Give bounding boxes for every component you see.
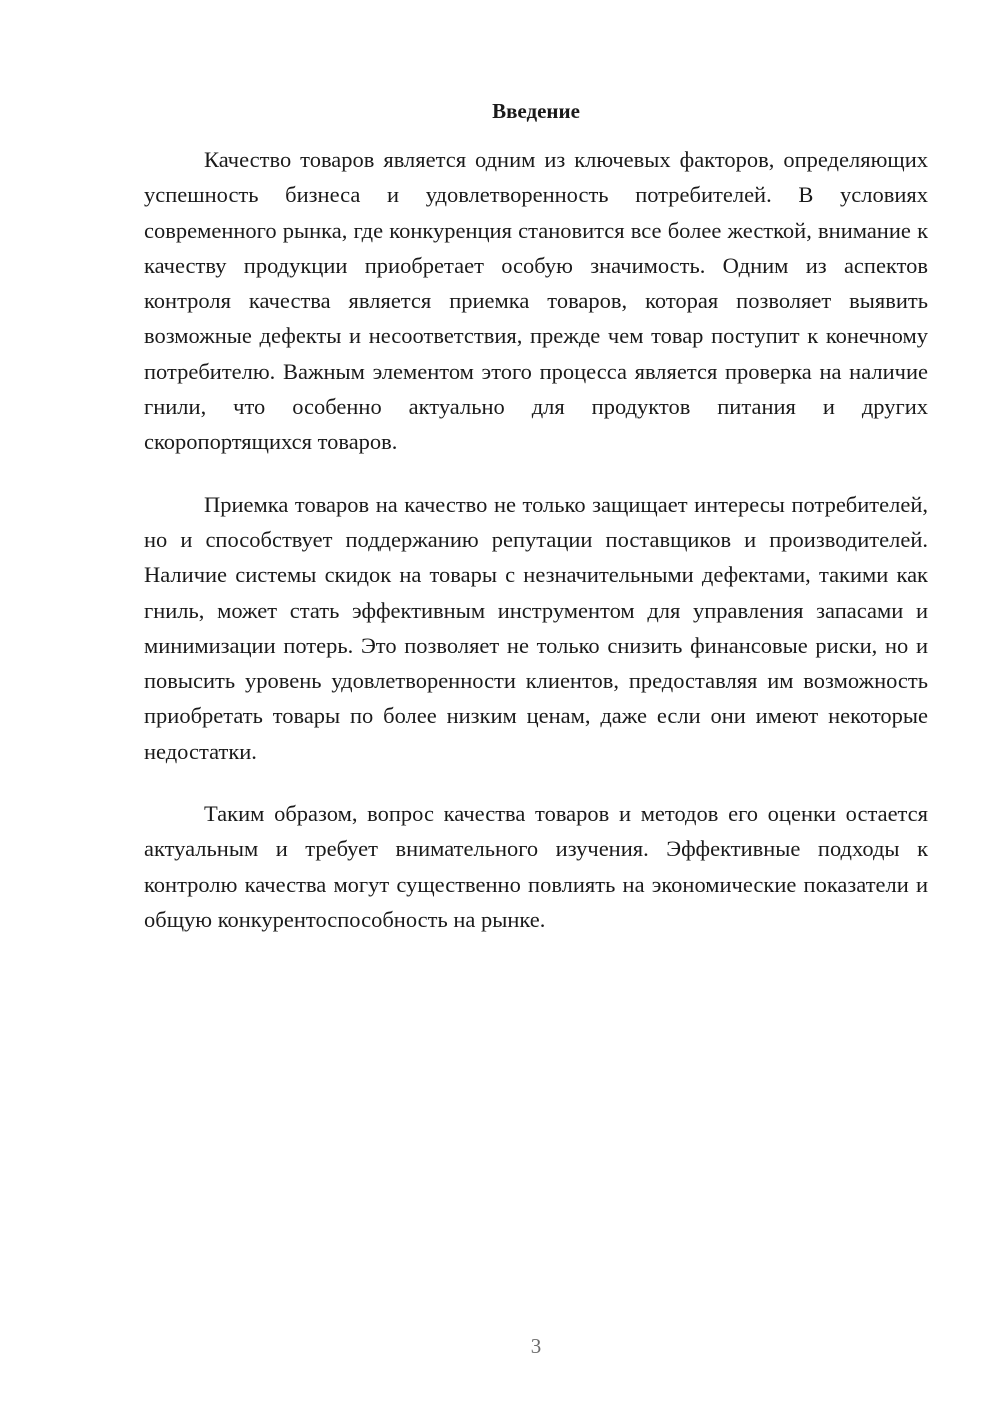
body-text (144, 142, 928, 937)
paragraph-3: Таким образом, вопрос качества товаров и методов его оценки остается актуальным и требует внимательного изучения. Эффективные подходы к контролю качества могут существенно повлиять на экономические показатели и общую конкурентоспособность на рынке. (144, 801, 928, 932)
section-heading: Введение (492, 99, 580, 123)
page-number: 3 (530, 1334, 542, 1358)
paragraph-1: Качество товаров является одним из ключевых факторов, определяющих успешность бизнеса и удовлетворенность потребителей. В условиях современного рынка, где конкуренция становится все более жесткой, внимание к качеству продукции приобретает особую значимость. Одним из аспектов контроля качества является приемка товаров, которая позволяет выявить возможные дефекты и несоответствия, прежде чем товар поступит к конечному потребителю. Важным элементом этого процесса является проверка на наличие гнили, что особенно актуально для продуктов питания и других скоропортящихся товаров. (144, 147, 928, 455)
paragraph-2: Приемка товаров на качество не только защищает интересы потребителей, но и способствует поддержанию репутации поставщиков и производителей. Наличие системы скидок на товары с незначительными дефектами, такими как гниль, может стать эффективным инструментом для управления запасами и минимизации потерь. Это позволяет не только снизить финансовые риски, но и повысить уровень удовлетворенности клиентов, предоставляя им возможность приобретать товары по более низким ценам, даже если они имеют некоторые недостатки. (144, 491, 928, 764)
